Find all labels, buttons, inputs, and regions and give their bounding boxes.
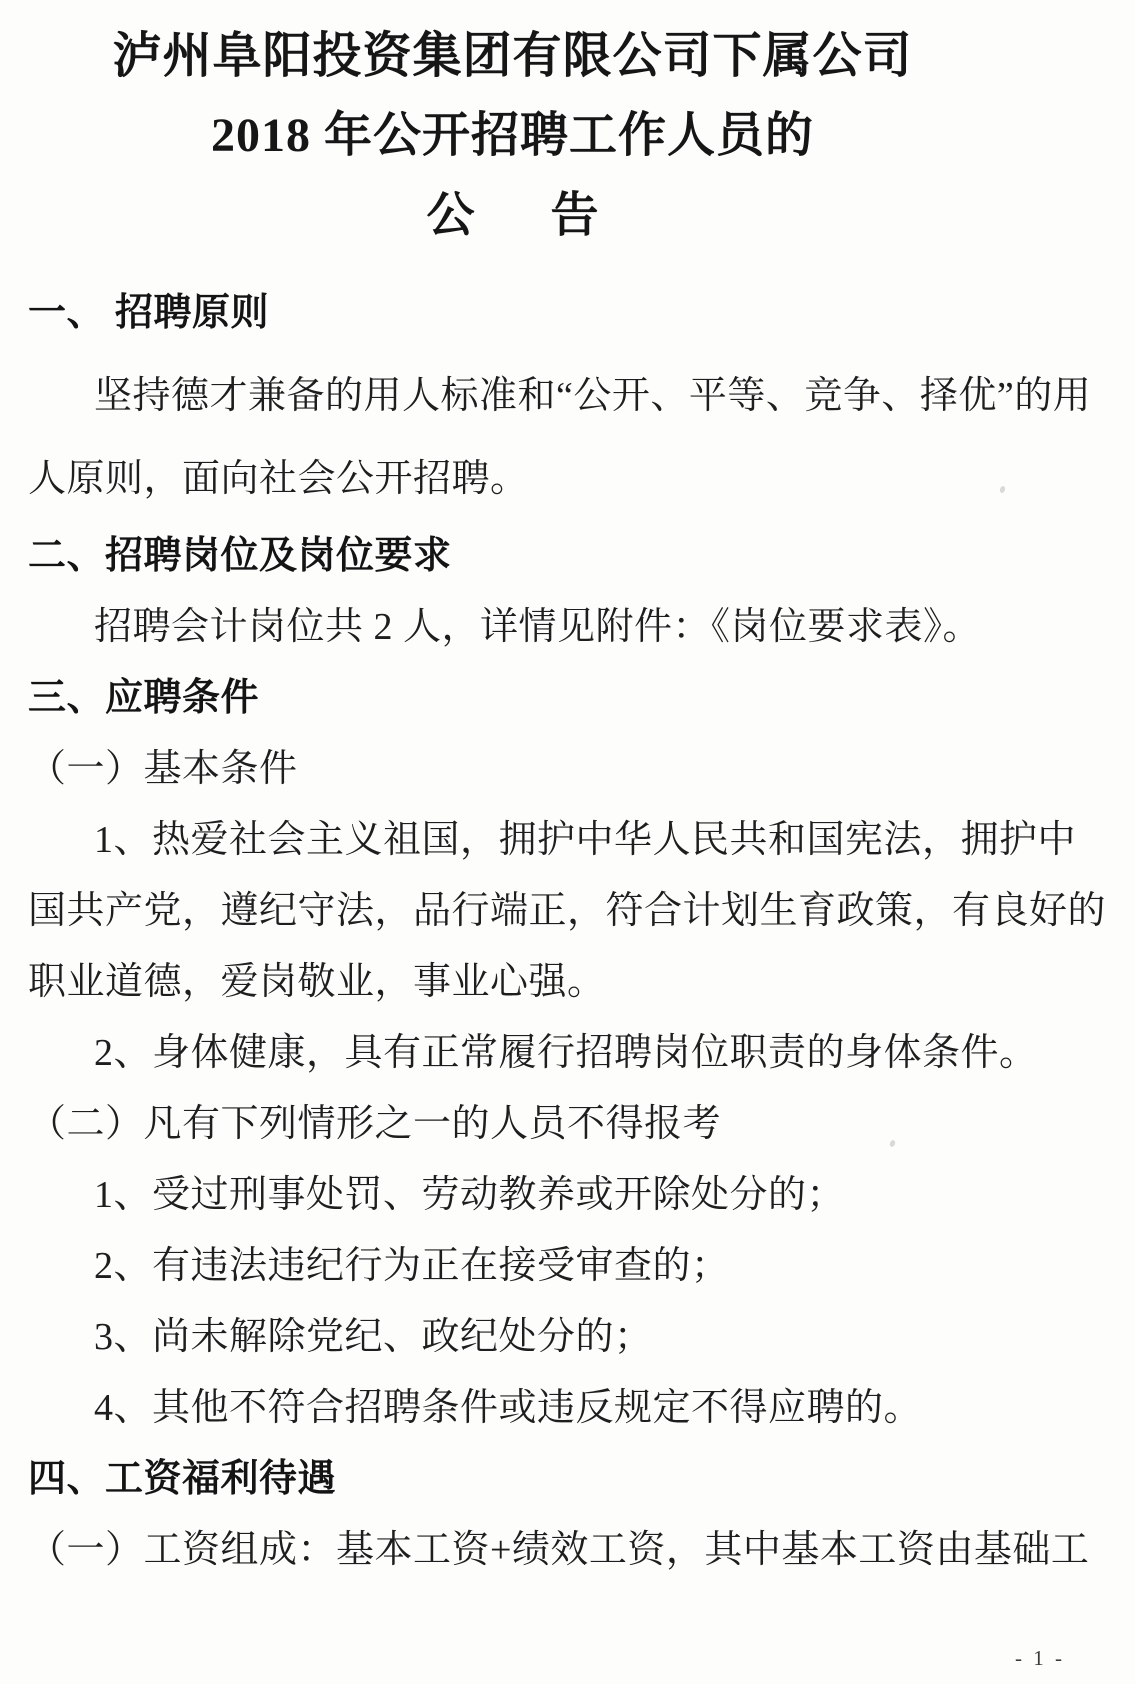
doc-title-line-3: 公 告 xyxy=(426,189,613,242)
page-number: - 1 - xyxy=(1015,1646,1065,1670)
section-3-sub-1-heading: （一）基本条件 xyxy=(28,748,298,790)
section-3-sub-2-item-4: 4、其他不符合招聘条件或违反规定不得应聘的。 xyxy=(94,1387,923,1429)
section-2-heading: 二、招聘岗位及岗位要求 xyxy=(28,535,452,577)
section-3-sub-2-item-1: 1、受过刑事处罚、劳动教养或开除处分的； xyxy=(94,1174,846,1216)
section-1-heading: 一、 招聘原则 xyxy=(28,292,270,334)
section-1-para-line-2: 人原则，面向社会公开招聘。 xyxy=(28,458,529,500)
section-3-item-1-line-1: 1、热爱社会主义祖国，拥护中华人民共和国宪法，拥护中 xyxy=(94,819,1077,861)
section-4-heading: 四、工资福利待遇 xyxy=(28,1458,337,1500)
section-3-sub-2-item-3: 3、尚未解除党纪、政纪处分的； xyxy=(94,1316,653,1358)
section-3-item-2-line-1: 2、身体健康，具有正常履行招聘岗位职责的身体条件。 xyxy=(94,1032,1038,1074)
document-body xyxy=(0,272,1135,1586)
section-3-sub-2-heading: （二）凡有下列情形之一的人员不得报考 xyxy=(28,1103,722,1145)
section-3-item-1-line-3: 职业道德，爱岗敬业，事业心强。 xyxy=(28,961,606,1003)
section-3-sub-2-item-2: 2、有违法违纪行为正在接受审查的； xyxy=(94,1245,730,1287)
section-4-para-line-1: （一）工资组成：基本工资+绩效工资，其中基本工资由基础工 xyxy=(28,1529,1090,1571)
section-1-para-line-1: 坚持德才兼备的用人标准和“公开、平等、竞争、择优”的用 xyxy=(94,375,1092,417)
doc-title-line-2: 2018 年公开招聘工作人员的 xyxy=(210,109,814,162)
section-2-para-line-1: 招聘会计岗位共 2 人，详情见附件：《岗位要求表》。 xyxy=(94,606,982,648)
document-title xyxy=(0,0,1135,256)
section-3-item-1-line-2: 国共产党，遵纪守法，品行端正，符合计划生育政策，有良好的 xyxy=(28,890,1107,932)
doc-title-line-1: 泸州阜阳投资集团有限公司下属公司 xyxy=(112,28,913,83)
section-3-heading: 三、应聘条件 xyxy=(28,677,260,719)
